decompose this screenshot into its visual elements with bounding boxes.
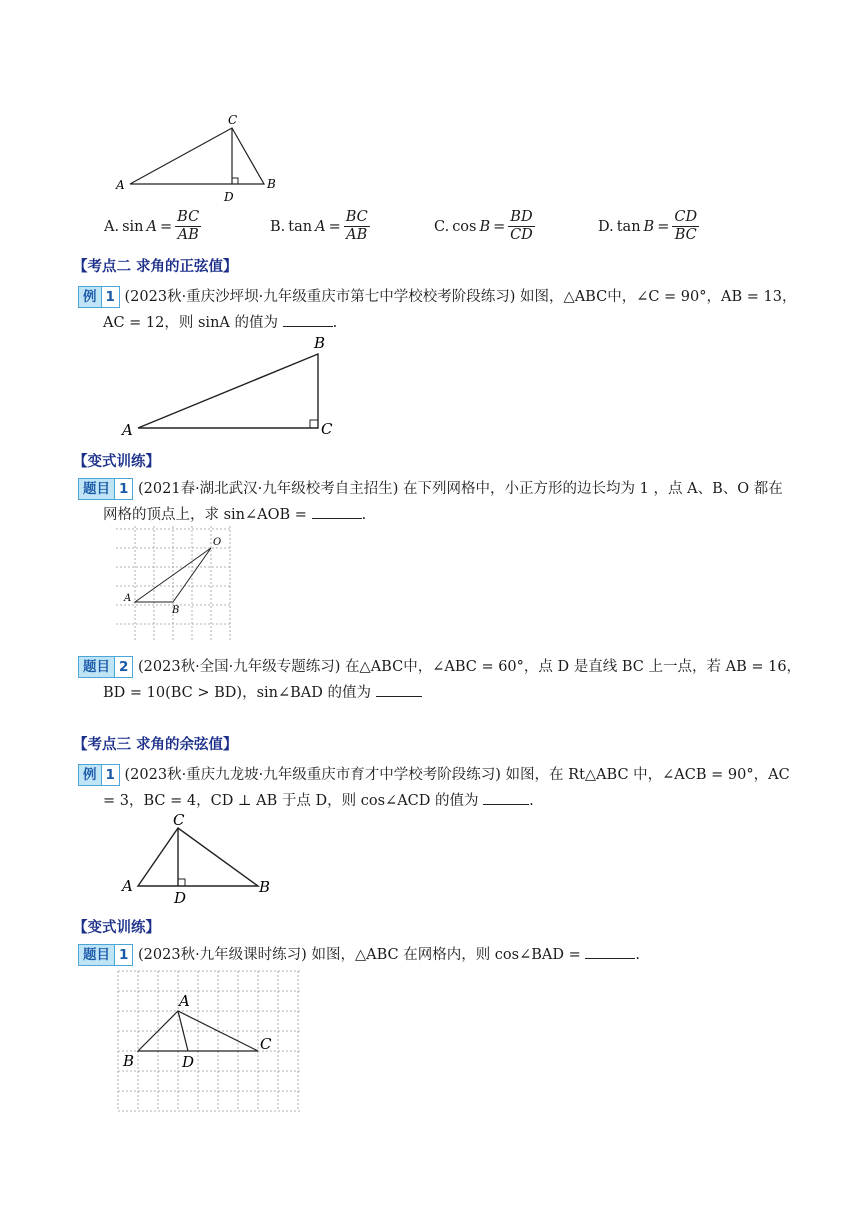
figure-right-triangle-sine (118, 334, 343, 442)
option-letter: B. (270, 218, 286, 235)
tag-label: 例 (83, 289, 97, 305)
option-angle: A (146, 218, 157, 235)
option-fraction (344, 209, 370, 244)
question-1-line1 (78, 477, 783, 500)
option-func: cos (452, 218, 477, 235)
example-tag (78, 764, 120, 786)
option-c: C. cos B = $\frac{BD}{CD}$ (434, 209, 533, 243)
question-tag (78, 944, 133, 966)
tag-number: 1 (114, 945, 132, 965)
fraction-numerator: BC (177, 209, 200, 225)
tag-label: 题目 (83, 481, 110, 497)
answer-blank[interactable] (376, 684, 422, 697)
tag-number: 1 (101, 765, 119, 785)
question-2-line1 (78, 655, 801, 678)
point-label-a: A (124, 593, 132, 604)
option-fraction (175, 209, 201, 244)
option-func: tan (616, 218, 641, 235)
tag-label: 题目 (83, 659, 110, 675)
period: . (361, 507, 367, 523)
tag-label: 题目 (83, 947, 110, 963)
point-label-c: C (260, 1035, 272, 1053)
fraction-denominator: CD (510, 227, 533, 243)
example-text: AC = 12，则 sinA 的值为 (103, 315, 278, 331)
point-label-b: B (123, 1052, 135, 1070)
point-label-a: A (122, 421, 133, 439)
example-sine-line2 (103, 311, 337, 332)
question-text: BD = 10(BC > BD)，sin∠BAD 的值为 (103, 685, 372, 701)
point-label-b: B (172, 605, 180, 616)
option-angle: B (479, 218, 491, 235)
practice-heading: 【变式训练】 (73, 454, 160, 470)
example-text: (2023秋·重庆九龙坡·九年级重庆市育才中学校考阶段练习) 如图，在 Rt△ABC 中，∠ACB = 90°，AC (124, 767, 790, 783)
section-heading-sine: 【考点二 求角的正弦值】 (73, 259, 238, 275)
example-tag (78, 286, 120, 308)
period: . (332, 315, 338, 331)
fraction-denominator: AB (346, 227, 368, 243)
question-text: 网格的顶点上，求 sin∠AOB = (103, 507, 307, 523)
section-heading-cosine: 【考点三 求角的余弦值】 (73, 737, 238, 753)
point-label-d: D (224, 190, 234, 204)
option-func: sin (122, 218, 144, 235)
question-tag (78, 478, 133, 500)
figure-right-triangle-cosine (118, 810, 278, 906)
fraction-denominator: BC (674, 227, 697, 243)
figure-top-triangle (110, 108, 290, 206)
option-func: tan (288, 218, 313, 235)
tag-label: 例 (83, 767, 97, 783)
point-label-c: C (228, 113, 238, 127)
option-letter: D. (598, 218, 614, 235)
point-label-d: D (182, 1053, 195, 1071)
fraction-denominator: AB (177, 227, 199, 243)
fraction-numerator: BD (510, 209, 533, 225)
option-letter: A. (104, 218, 120, 235)
fraction-numerator: CD (674, 209, 698, 225)
example-text: (2023秋·重庆沙坪坝·九年级重庆市第七中学校校考阶段练习) 如图，△ABC中，∠C = 90°，AB = 13， (124, 289, 797, 305)
fraction-numerator: BC (345, 209, 368, 225)
point-label-b: B (267, 177, 276, 191)
example-cosine-line1 (78, 763, 790, 786)
question-text: (2021春·湖北武汉·九年级校考自主招生) 在下列网格中，小正方形的边长均为 1 ，点 A、B、O 都在 (138, 481, 783, 497)
answer-blank[interactable] (483, 792, 529, 805)
figure-grid-aob (112, 526, 237, 642)
answer-blank[interactable] (283, 314, 333, 327)
answer-blank[interactable] (585, 946, 635, 959)
option-b: B. tan A = $\frac{BC}{AB}$ (270, 209, 368, 243)
example-text: = 3，BC = 4，CD ⊥ AB 于点 D，则 cos∠ACD 的值为 (103, 793, 479, 809)
point-label-a: A (116, 178, 125, 192)
option-fraction (672, 209, 699, 244)
question-cosine-1-line1 (78, 943, 640, 966)
option-d: D. tan B = $\frac{CD}{BC}$ (598, 209, 698, 243)
question-text: (2023秋·全国·九年级专题练习) 在△ABC中，∠ABC = 60°，点 D 是直线 BC 上一点，若 AB = 16， (138, 659, 802, 675)
option-letter: C. (434, 218, 450, 235)
point-label-a: A (122, 877, 133, 895)
option-a: A. sin A = $\frac{BC}{AB}$ (104, 209, 200, 243)
example-sine-line1 (78, 285, 796, 308)
tag-number: 1 (101, 287, 119, 307)
point-label-a: A (179, 992, 190, 1010)
answer-blank[interactable] (312, 506, 362, 519)
point-label-b: B (259, 878, 271, 896)
option-angle: B (643, 218, 655, 235)
period: . (529, 793, 534, 809)
practice-heading: 【变式训练】 (73, 920, 160, 936)
option-fraction (508, 209, 534, 244)
point-label-c: C (173, 811, 185, 829)
question-1-line2 (103, 503, 366, 524)
example-cosine-line2 (103, 789, 534, 810)
point-label-c: C (321, 420, 333, 438)
question-text: (2023秋·九年级课时练习) 如图，△ABC 在网格内，则 cos∠BAD = (138, 947, 581, 963)
point-label-d: D (174, 889, 187, 906)
question-tag (78, 656, 133, 678)
question-2-line2 (103, 681, 422, 702)
option-angle: A (315, 218, 326, 235)
period: . (635, 947, 640, 963)
point-label-o: O (213, 537, 222, 548)
tag-number: 2 (114, 657, 132, 677)
figure-grid-abc (115, 968, 305, 1115)
point-label-b: B (314, 334, 326, 352)
tag-number: 1 (114, 479, 132, 499)
